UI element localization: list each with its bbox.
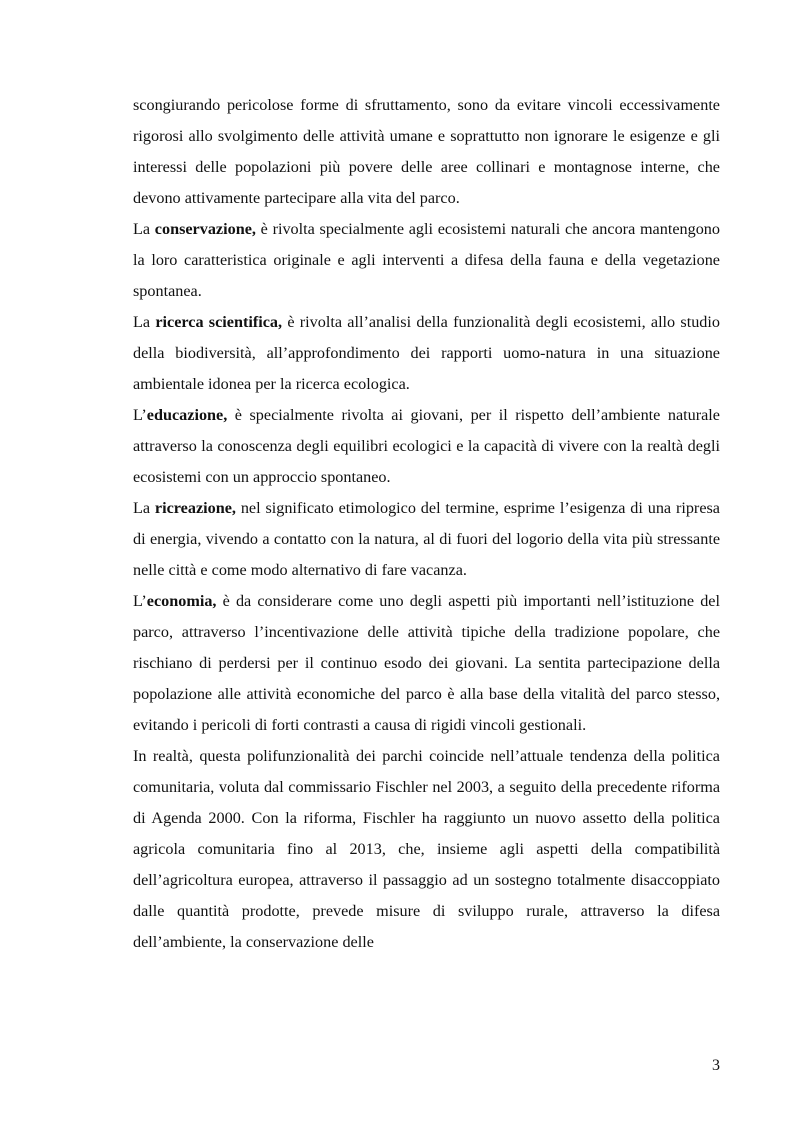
paragraph-text: L’ [133, 592, 147, 610]
paragraph [133, 400, 720, 493]
page-body [133, 90, 720, 958]
paragraph-text: è rivolta specialmente agli ecosistemi naturali che ancora mantengono la loro caratteristica originale e agli interventi a difesa della fauna e della vegetazione spontanea. [133, 220, 720, 300]
paragraph [133, 307, 720, 400]
paragraph-text: La [133, 313, 156, 331]
paragraph [133, 214, 720, 307]
paragraph-text: La [133, 499, 155, 517]
paragraph-text: In realtà, questa polifunzionalità dei parchi coincide nell’attuale tendenza della politica comunitaria, voluta dal commissario Fischler nel 2003, a seguito della precedente riforma di Agenda 2000. Con la riforma, Fischler ha raggiunto un nuovo assetto della politica agricola comunitaria fino al 2013, che, insieme agli aspetti della compatibilità dell’agricoltura europea, attraverso il passaggio ad un sostegno totalmente disaccoppiato dalle quantità prodotte, prevede misure di sviluppo rurale, attraverso la difesa dell’ambiente, la conservazione delle [133, 747, 720, 951]
paragraph-text: è da considerare come uno degli aspetti più importanti nell’istituzione del parco, attraverso l’incentivazione delle attività tipiche della tradizione popolare, che rischiano di perdersi per il continuo esodo dei giovani. La sentita partecipazione della popolazione alle attività economiche del parco è alla base della vitalità del parco stesso, evitando i pericoli di forti contrasti a causa di rigidi vincoli gestionali. [133, 592, 720, 734]
paragraph-text: è rivolta all’analisi della funzionalità degli ecosistemi, allo studio della biodiversità, all’approfondimento dei rapporti uomo-natura in una situazione ambientale idonea per la ricerca ecologica. [133, 313, 720, 393]
paragraph-text: è specialmente rivolta ai giovani, per il rispetto dell’ambiente naturale attraverso la conoscenza degli equilibri ecologici e la capacità di vivere con la realtà degli ecosistemi con un approccio spontaneo. [133, 406, 720, 486]
paragraph-text: scongiurando pericolose forme di sfruttamento, sono da evitare vincoli eccessivamente rigorosi allo svolgimento delle attività umane e soprattutto non ignorare le esigenze e gli interessi delle popolazioni più povere delle aree collinari e montagnose interne, che devono attivamente partecipare alla vita del parco. [133, 96, 720, 207]
paragraph [133, 493, 720, 586]
paragraph-text: L’ [133, 406, 147, 424]
term-ricerca-scientifica: ricerca scientifica, [155, 313, 283, 331]
paragraph-text: nel significato etimologico del termine, esprime l’esigenza di una ripresa di energia, vivendo a contatto con la natura, al di fuori del logorio della vita più stressante nelle città e come modo alternativo di fare vacanza. [133, 499, 720, 579]
paragraph [133, 741, 720, 958]
paragraph-text: La [133, 220, 155, 238]
term-educazione: educazione, [146, 406, 228, 424]
paragraph [133, 586, 720, 741]
term-economia: economia, [146, 592, 217, 610]
term-ricreazione: ricreazione, [154, 499, 236, 517]
paragraph [133, 90, 720, 214]
page-number: 3 [712, 1057, 720, 1074]
term-conservazione: conservazione, [154, 220, 256, 238]
